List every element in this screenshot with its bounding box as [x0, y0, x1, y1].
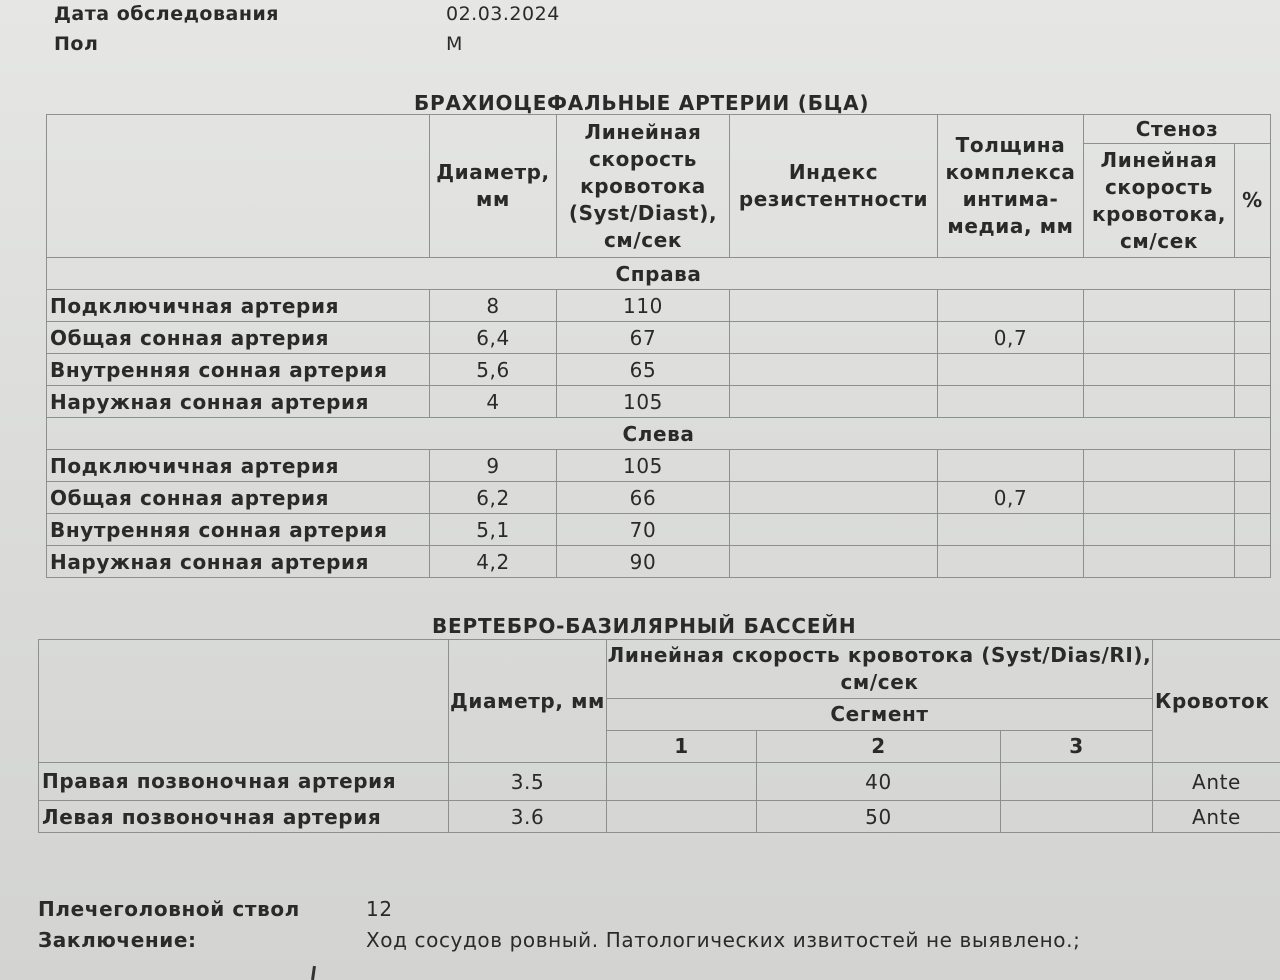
- table-row: [39, 763, 1280, 801]
- stenosis-percent-cell: [1235, 354, 1271, 386]
- ri-cell: [730, 322, 938, 354]
- artery-name: Подключичная артерия: [47, 290, 430, 322]
- diameter-cell: 4: [430, 386, 557, 418]
- imt-cell: [938, 386, 1084, 418]
- artery-name: Правая позвоночная артерия: [39, 763, 449, 801]
- stenosis-velocity-cell: [1084, 482, 1235, 514]
- artery-name: Левая позвоночная артерия: [39, 801, 449, 833]
- velocity-cell: 70: [557, 514, 730, 546]
- velocity-cell: 90: [557, 546, 730, 578]
- vb-header-row: [39, 640, 1280, 699]
- flow-cell: Ante: [1153, 801, 1280, 833]
- vb-header-diameter: Диаметр, мм: [449, 640, 607, 763]
- trunk-label: Плечеголовной ствол: [38, 897, 300, 921]
- vb-header-seg1: 1: [607, 731, 757, 763]
- side-label-left: Слева: [47, 418, 1271, 450]
- ri-cell: [730, 514, 938, 546]
- trunk-value: 12: [366, 897, 393, 921]
- diameter-cell: 4,2: [430, 546, 557, 578]
- stenosis-velocity-cell: [1084, 354, 1235, 386]
- stenosis-velocity-cell: [1084, 322, 1235, 354]
- velocity-cell: 110: [557, 290, 730, 322]
- conclusion-row: [38, 928, 1080, 952]
- vb-header-name: [39, 640, 449, 763]
- artery-name: Внутренняя сонная артерия: [47, 514, 430, 546]
- table-row: [47, 546, 1271, 578]
- vb-header-seg2: 2: [757, 731, 1001, 763]
- bca-header-row: [47, 115, 1271, 144]
- imt-cell: [938, 450, 1084, 482]
- stenosis-percent-cell: [1235, 322, 1271, 354]
- velocity-cell: 66: [557, 482, 730, 514]
- vb-header-segment: Сегмент: [607, 699, 1153, 731]
- table-row: [39, 801, 1280, 833]
- imt-cell: [938, 514, 1084, 546]
- bca-header-diameter: Диаметр, мм: [430, 115, 557, 258]
- stenosis-percent-cell: [1235, 450, 1271, 482]
- artery-name: Подключичная артерия: [47, 450, 430, 482]
- artery-name: Наружная сонная артерия: [47, 546, 430, 578]
- conclusion-text: Ход сосудов ровный. Патологических извитостей не выявлено.;: [366, 928, 1081, 952]
- segment2-cell: 40: [757, 763, 1001, 801]
- artery-name: Наружная сонная артерия: [47, 386, 430, 418]
- sex-row: [54, 33, 463, 55]
- ri-cell: [730, 290, 938, 322]
- stenosis-velocity-cell: [1084, 514, 1235, 546]
- velocity-cell: 105: [557, 450, 730, 482]
- bca-header-stenosis: Стеноз: [1084, 115, 1271, 144]
- exam-date-row: [54, 3, 560, 25]
- sex-label: Пол: [54, 33, 99, 55]
- imt-cell: [938, 354, 1084, 386]
- imt-cell: [938, 546, 1084, 578]
- vb-header-flow: Кровоток: [1153, 640, 1280, 763]
- bca-header-stenosis-percent: %: [1235, 144, 1271, 258]
- stenosis-velocity-cell: [1084, 546, 1235, 578]
- velocity-cell: 67: [557, 322, 730, 354]
- ri-cell: [730, 450, 938, 482]
- conclusion-label: Заключение:: [38, 928, 197, 952]
- vb-title: ВЕРТЕБРО-БАЗИЛЯРНЫЙ БАССЕЙН: [432, 614, 857, 638]
- diameter-cell: 8: [430, 290, 557, 322]
- bca-title: БРАХИОЦЕФАЛЬНЫЕ АРТЕРИИ (БЦА): [414, 91, 870, 115]
- vb-table: [38, 639, 1280, 833]
- segment3-cell: [1001, 763, 1153, 801]
- table-row: [47, 322, 1271, 354]
- stenosis-percent-cell: [1235, 386, 1271, 418]
- ri-cell: [730, 546, 938, 578]
- side-label-right: Справа: [47, 258, 1271, 290]
- sex-value: М: [446, 33, 463, 55]
- vb-header-velocity: Линейная скорость кровотока (Syst/Dias/RI), см/сек: [607, 640, 1153, 699]
- imt-cell: 0,7: [938, 322, 1084, 354]
- stenosis-percent-cell: [1235, 514, 1271, 546]
- stenosis-velocity-cell: [1084, 386, 1235, 418]
- ri-cell: [730, 482, 938, 514]
- segment3-cell: [1001, 801, 1153, 833]
- imt-cell: 0,7: [938, 482, 1084, 514]
- bca-side-left: [47, 418, 1271, 450]
- table-row: [47, 514, 1271, 546]
- diameter-cell: 6,2: [430, 482, 557, 514]
- velocity-cell: 105: [557, 386, 730, 418]
- stenosis-velocity-cell: [1084, 290, 1235, 322]
- bca-header-velocity: Линейная скорость кровотока (Syst/Diast), см/сек: [557, 115, 730, 258]
- bca-header-ri: Индекс резистентности: [730, 115, 938, 258]
- velocity-cell: 65: [557, 354, 730, 386]
- diameter-cell: 9: [430, 450, 557, 482]
- diameter-cell: 6,4: [430, 322, 557, 354]
- flow-cell: Ante: [1153, 763, 1280, 801]
- table-row: [47, 482, 1271, 514]
- bca-side-right: [47, 258, 1271, 290]
- imt-cell: [938, 290, 1084, 322]
- stenosis-velocity-cell: [1084, 450, 1235, 482]
- artery-name: Общая сонная артерия: [47, 322, 430, 354]
- table-row: [47, 354, 1271, 386]
- bca-header-name: [47, 115, 430, 258]
- table-row: [47, 386, 1271, 418]
- diameter-cell: 5,6: [430, 354, 557, 386]
- exam-date-label: Дата обследования: [54, 3, 279, 25]
- artery-name: Внутренняя сонная артерия: [47, 354, 430, 386]
- segment2-cell: 50: [757, 801, 1001, 833]
- diameter-cell: 3.6: [449, 801, 607, 833]
- exam-date-value: 02.03.2024: [446, 3, 560, 25]
- pen-mark: [311, 966, 316, 980]
- stenosis-percent-cell: [1235, 482, 1271, 514]
- diameter-cell: 5,1: [430, 514, 557, 546]
- bca-table: [46, 114, 1271, 578]
- table-row: [47, 450, 1271, 482]
- stenosis-percent-cell: [1235, 290, 1271, 322]
- trunk-row: [38, 897, 393, 921]
- artery-name: Общая сонная артерия: [47, 482, 430, 514]
- vb-header-seg3: 3: [1001, 731, 1153, 763]
- table-row: [47, 290, 1271, 322]
- bca-header-imt: Толщина комплекса интима-медиа, мм: [938, 115, 1084, 258]
- diameter-cell: 3.5: [449, 763, 607, 801]
- stenosis-percent-cell: [1235, 546, 1271, 578]
- ri-cell: [730, 354, 938, 386]
- bca-header-stenosis-velocity: Линейная скорость кровотока, см/сек: [1084, 144, 1235, 258]
- segment1-cell: [607, 801, 757, 833]
- segment1-cell: [607, 763, 757, 801]
- ri-cell: [730, 386, 938, 418]
